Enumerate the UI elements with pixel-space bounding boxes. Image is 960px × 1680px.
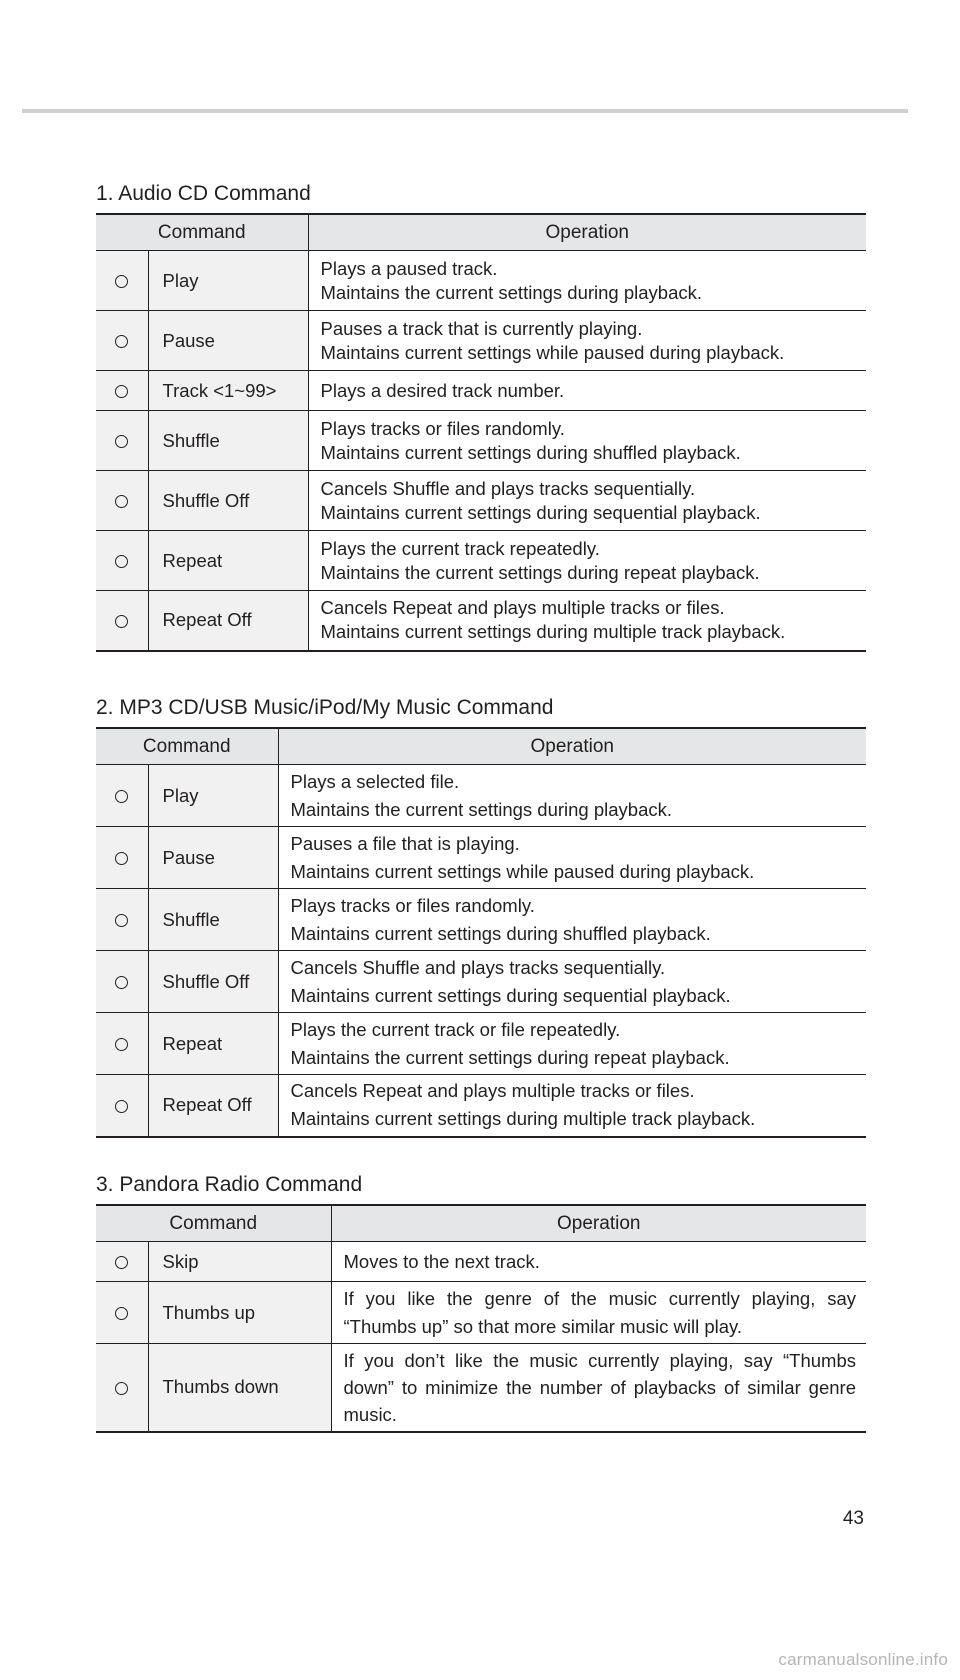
command-name: Repeat bbox=[148, 1013, 278, 1075]
voice-command-circle-icon bbox=[115, 1100, 128, 1113]
watermark: carmanualsonline.info bbox=[778, 1650, 948, 1669]
voice-command-circle-icon bbox=[115, 555, 128, 568]
voice-command-circle-icon bbox=[115, 914, 128, 927]
operation-line: Cancels Repeat and plays multiple tracks or files. bbox=[290, 1080, 695, 1102]
column-header-command: Command bbox=[96, 728, 278, 765]
voice-command-circle-icon bbox=[115, 852, 128, 865]
operation-line: Plays the current track or file repeatedly. bbox=[290, 1018, 621, 1040]
table-row bbox=[96, 251, 866, 311]
operation-text: Moves to the next track. bbox=[331, 1242, 866, 1282]
table-row bbox=[96, 1075, 866, 1137]
operation-text: If you don’t like the music currently playing, say “Thumbs down” to minimize the number of playbacks of similar genre music. bbox=[331, 1344, 866, 1432]
command-name: Thumbs up bbox=[148, 1282, 331, 1344]
section-title-pandora: 3. Pandora Radio Command bbox=[96, 1173, 363, 1196]
operation-line: Maintains the current settings during repeat playback. bbox=[290, 1046, 730, 1068]
section-title-mp3-usb: 2. MP3 CD/USB Music/iPod/My Music Command bbox=[96, 696, 554, 719]
voice-command-circle-icon bbox=[115, 1307, 128, 1320]
command-name: Play bbox=[148, 251, 308, 311]
voice-command-circle-icon bbox=[115, 1256, 128, 1269]
operation-line: Pauses a file that is playing. bbox=[290, 832, 520, 854]
operation-line: Plays a paused track. bbox=[320, 257, 498, 279]
command-name: Shuffle bbox=[148, 411, 308, 471]
table-row bbox=[96, 765, 866, 827]
operation-text: If you like the genre of the music currently playing, say “Thumbs up” so that more similar music will play. bbox=[331, 1282, 866, 1344]
audio-cd-command-table bbox=[96, 213, 866, 652]
column-header-operation: Operation bbox=[308, 214, 866, 251]
table-row bbox=[96, 951, 866, 1013]
pandora-command-table bbox=[96, 1204, 866, 1433]
operation-line: Cancels Repeat and plays multiple tracks or files. bbox=[320, 597, 725, 619]
operation-line: Plays tracks or files randomly. bbox=[320, 417, 565, 439]
mp3-usb-command-table bbox=[96, 727, 866, 1138]
voice-command-circle-icon bbox=[115, 495, 128, 508]
command-name: Track <1~99> bbox=[148, 371, 308, 411]
table-header-row bbox=[96, 214, 866, 251]
table-row bbox=[96, 1344, 866, 1432]
command-name: Pause bbox=[148, 827, 278, 889]
command-name: Repeat Off bbox=[148, 1075, 278, 1137]
operation-line: Plays a desired track number. bbox=[320, 379, 565, 401]
table-row bbox=[96, 531, 866, 591]
table-row bbox=[96, 889, 866, 951]
command-name: Shuffle bbox=[148, 889, 278, 951]
table-row bbox=[96, 471, 866, 531]
table-row bbox=[96, 1242, 866, 1282]
operation-line: Maintains current settings during multiple track playback. bbox=[290, 1108, 756, 1130]
command-name: Shuffle Off bbox=[148, 471, 308, 531]
operation-line: Maintains current settings during shuffled playback. bbox=[290, 922, 711, 944]
operation-line: Cancels Shuffle and plays tracks sequentially. bbox=[290, 956, 666, 978]
operation-line: Plays the current track repeatedly. bbox=[320, 537, 600, 559]
table-row bbox=[96, 827, 866, 889]
table-header-row bbox=[96, 1205, 866, 1242]
operation-line: Maintains the current settings during playback. bbox=[290, 798, 673, 820]
section-title-audio-cd: 1. Audio CD Command bbox=[96, 182, 311, 205]
operation-line: Maintains current settings while paused during playback. bbox=[290, 860, 755, 882]
table-row bbox=[96, 591, 866, 651]
command-name: Repeat Off bbox=[148, 591, 308, 651]
column-header-command: Command bbox=[96, 214, 308, 251]
command-name: Pause bbox=[148, 311, 308, 371]
operation-line: Maintains current settings during shuffled playback. bbox=[320, 441, 741, 463]
operation-line: Plays tracks or files randomly. bbox=[290, 894, 535, 916]
column-header-operation: Operation bbox=[331, 1205, 866, 1242]
command-name: Skip bbox=[148, 1242, 331, 1282]
command-name: Repeat bbox=[148, 531, 308, 591]
voice-command-circle-icon bbox=[115, 790, 128, 803]
voice-command-circle-icon bbox=[115, 275, 128, 288]
command-name: Shuffle Off bbox=[148, 951, 278, 1013]
operation-line: Maintains current settings while paused during playback. bbox=[320, 341, 785, 363]
voice-command-circle-icon bbox=[115, 335, 128, 348]
operation-line: Maintains current settings during sequential playback. bbox=[290, 984, 731, 1006]
voice-command-circle-icon bbox=[115, 1382, 128, 1395]
table-row bbox=[96, 411, 866, 471]
command-name: Thumbs down bbox=[148, 1344, 331, 1432]
table-row bbox=[96, 1282, 866, 1344]
table-header-row bbox=[96, 728, 866, 765]
table-row bbox=[96, 311, 866, 371]
page-number: 43 bbox=[842, 1508, 864, 1529]
column-header-operation: Operation bbox=[278, 728, 866, 765]
table-row bbox=[96, 1013, 866, 1075]
table-row bbox=[96, 371, 866, 411]
voice-command-circle-icon bbox=[115, 1038, 128, 1051]
operation-line: Maintains current settings during multiple track playback. bbox=[320, 621, 786, 643]
voice-command-circle-icon bbox=[115, 435, 128, 448]
operation-line: Plays a selected file. bbox=[290, 770, 460, 792]
operation-line: Maintains the current settings during repeat playback. bbox=[320, 561, 760, 583]
column-header-command: Command bbox=[96, 1205, 331, 1242]
command-name: Play bbox=[148, 765, 278, 827]
top-rule bbox=[22, 109, 908, 113]
operation-line: Pauses a track that is currently playing. bbox=[320, 317, 643, 339]
voice-command-circle-icon bbox=[115, 615, 128, 628]
voice-command-circle-icon bbox=[115, 385, 128, 398]
operation-line: Cancels Shuffle and plays tracks sequentially. bbox=[320, 477, 696, 499]
operation-line: Maintains current settings during sequential playback. bbox=[320, 501, 761, 523]
operation-line: Maintains the current settings during playback. bbox=[320, 281, 703, 303]
voice-command-circle-icon bbox=[115, 976, 128, 989]
